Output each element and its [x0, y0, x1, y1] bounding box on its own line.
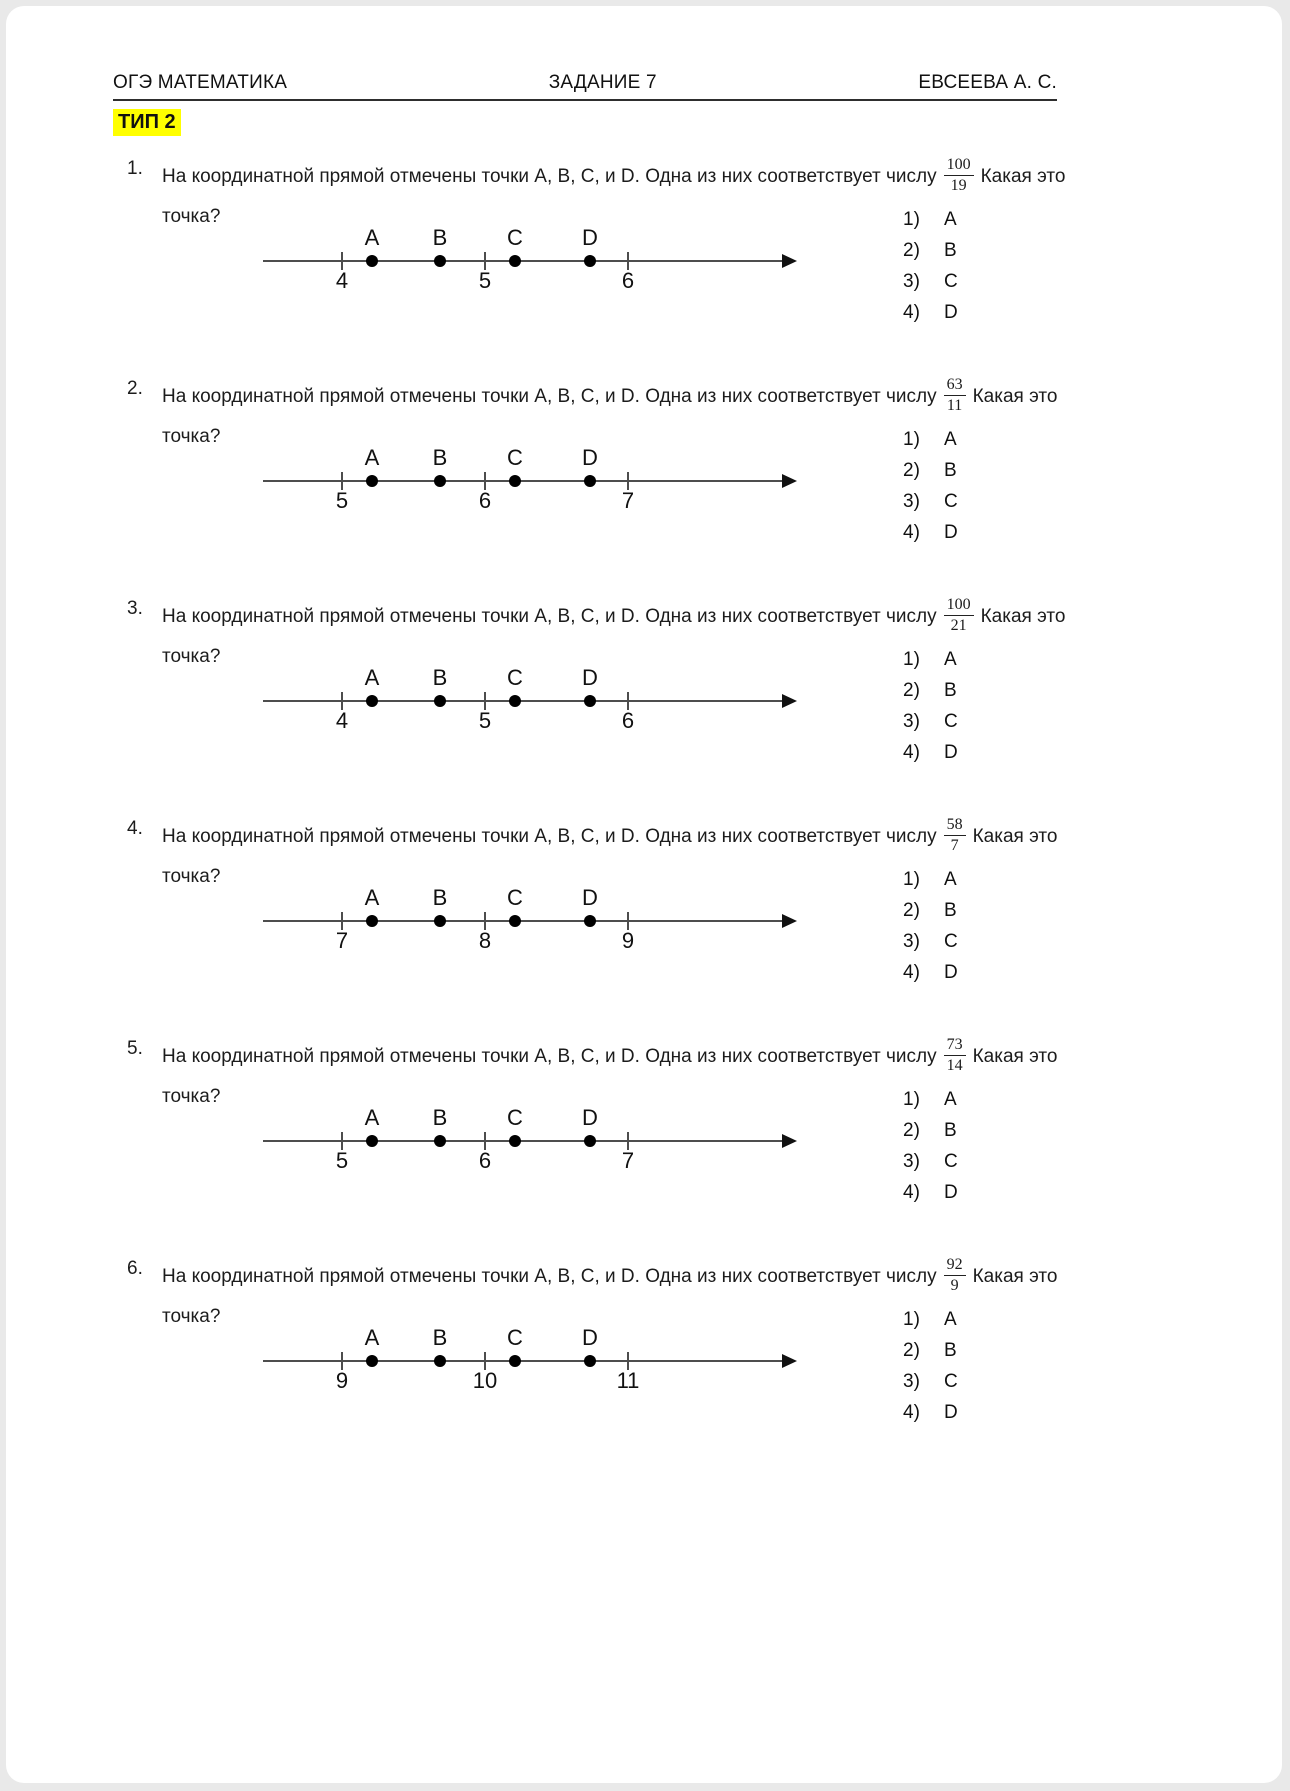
- point-dot: [509, 695, 521, 707]
- option-letter: D: [944, 961, 958, 983]
- number-line: [235, 884, 810, 974]
- question-text-tail: точка?: [162, 1306, 221, 1328]
- option-number: 1): [903, 208, 920, 230]
- fraction-numerator: 73: [944, 1036, 966, 1056]
- option-row: [903, 1397, 958, 1428]
- options-list: [903, 1084, 958, 1208]
- options-list: [903, 424, 958, 548]
- point-label: D: [582, 445, 598, 470]
- question-number: 1.: [127, 158, 143, 179]
- options-list: [903, 644, 958, 768]
- number-line: [235, 1104, 810, 1194]
- header-task: ЗАДАНИЕ 7: [548, 72, 657, 93]
- tick-label: 6: [621, 708, 635, 733]
- option-number: 3): [903, 270, 920, 292]
- option-letter: B: [944, 679, 957, 701]
- fraction-denominator: 7: [950, 836, 959, 854]
- point-dot: [366, 1135, 378, 1147]
- fraction: [944, 816, 966, 854]
- question-text-after: Какая это: [972, 386, 1058, 408]
- option-letter: B: [944, 239, 957, 261]
- option-letter: B: [944, 1119, 957, 1141]
- tick-label: 6: [478, 1148, 492, 1173]
- point-label: B: [432, 445, 448, 470]
- option-number: 2): [903, 239, 920, 261]
- option-letter: D: [944, 521, 958, 543]
- question-text-before: На координатной прямой отмечены точки A, B, C, и D. Одна из них соответствует числу: [162, 606, 937, 628]
- option-letter: A: [944, 428, 957, 450]
- option-row: [903, 1304, 958, 1335]
- option-number: 3): [903, 930, 920, 952]
- question-text-tail: точка?: [162, 426, 221, 448]
- arrow-right-icon: [782, 1354, 797, 1368]
- point-label: C: [507, 1325, 523, 1350]
- option-letter: C: [944, 1150, 958, 1172]
- option-number: 2): [903, 1339, 920, 1361]
- question-text-before: На координатной прямой отмечены точки A, B, C, и D. Одна из них соответствует числу: [162, 1266, 937, 1288]
- option-letter: C: [944, 270, 958, 292]
- question-number: 2.: [127, 378, 143, 399]
- fraction: [944, 1036, 966, 1074]
- question-text-before: На координатной прямой отмечены точки A, B, C, и D. Одна из них соответствует числу: [162, 1046, 937, 1068]
- tick-label: 5: [478, 268, 492, 293]
- fraction-denominator: 19: [950, 176, 967, 194]
- fraction-denominator: 11: [946, 396, 963, 414]
- question-text-before: На координатной прямой отмечены точки A, B, C, и D. Одна из них соответствует числу: [162, 826, 937, 848]
- question-block: [6, 372, 1282, 592]
- point-dot: [584, 915, 596, 927]
- tick-label: 7: [621, 488, 635, 513]
- option-row: [903, 517, 958, 548]
- option-number: 4): [903, 301, 920, 323]
- question-text-after: Какая это: [972, 1266, 1058, 1288]
- point-dot: [509, 475, 521, 487]
- option-number: 1): [903, 868, 920, 890]
- point-dot: [434, 695, 446, 707]
- fraction: [944, 596, 974, 634]
- option-letter: C: [944, 710, 958, 732]
- option-number: 4): [903, 1181, 920, 1203]
- option-row: [903, 1366, 958, 1397]
- point-dot: [366, 695, 378, 707]
- question-block: [6, 1252, 1282, 1472]
- option-letter: B: [944, 459, 957, 481]
- tick-label: 7: [335, 928, 349, 953]
- point-label: D: [582, 1105, 598, 1130]
- tick-label: 6: [621, 268, 635, 293]
- point-label: B: [432, 1325, 448, 1350]
- point-label: A: [364, 665, 380, 690]
- point-dot: [509, 1355, 521, 1367]
- tick-label: 11: [616, 1368, 640, 1393]
- question-text-tail: точка?: [162, 866, 221, 888]
- option-number: 4): [903, 741, 920, 763]
- point-dot: [366, 475, 378, 487]
- point-label: D: [582, 225, 598, 250]
- option-number: 2): [903, 679, 920, 701]
- option-row: [903, 1177, 958, 1208]
- point-label: B: [432, 665, 448, 690]
- tick-label: 9: [335, 1368, 349, 1393]
- option-letter: A: [944, 1088, 957, 1110]
- point-dot: [434, 915, 446, 927]
- options-list: [903, 864, 958, 988]
- option-row: [903, 737, 958, 768]
- question-text-after: Какая это: [980, 606, 1066, 628]
- option-row: [903, 644, 958, 675]
- question-block: [6, 812, 1282, 1032]
- option-row: [903, 486, 958, 517]
- point-label: D: [582, 1325, 598, 1350]
- point-dot: [584, 475, 596, 487]
- option-row: [903, 455, 958, 486]
- option-letter: D: [944, 1181, 958, 1203]
- option-number: 4): [903, 961, 920, 983]
- question-text-after: Какая это: [972, 1046, 1058, 1068]
- number-line: [235, 664, 810, 754]
- option-letter: A: [944, 208, 957, 230]
- tick-label: 5: [478, 708, 492, 733]
- fraction-numerator: 100: [944, 596, 974, 616]
- option-number: 2): [903, 1119, 920, 1141]
- point-dot: [509, 1135, 521, 1147]
- option-letter: C: [944, 930, 958, 952]
- point-dot: [584, 695, 596, 707]
- question-text-before: На координатной прямой отмечены точки A, B, C, и D. Одна из них соответствует числу: [162, 166, 937, 188]
- fraction-denominator: 9: [950, 1276, 959, 1294]
- tick-label: 9: [621, 928, 635, 953]
- option-number: 1): [903, 648, 920, 670]
- point-label: C: [507, 885, 523, 910]
- option-row: [903, 266, 958, 297]
- point-label: A: [364, 445, 380, 470]
- question-block: [6, 592, 1282, 812]
- tick-label: 5: [335, 1148, 349, 1173]
- point-dot: [434, 1355, 446, 1367]
- option-row: [903, 1115, 958, 1146]
- question-text-tail: точка?: [162, 646, 221, 668]
- point-dot: [584, 255, 596, 267]
- fraction: [944, 1256, 966, 1294]
- option-letter: D: [944, 1401, 958, 1423]
- fraction-denominator: 21: [950, 616, 967, 634]
- point-label: B: [432, 225, 448, 250]
- option-letter: B: [944, 1339, 957, 1361]
- option-letter: A: [944, 648, 957, 670]
- type-badge: ТИП 2: [113, 109, 181, 136]
- option-row: [903, 424, 958, 455]
- question-text-before: На координатной прямой отмечены точки A, B, C, и D. Одна из них соответствует числу: [162, 386, 937, 408]
- arrow-right-icon: [782, 254, 797, 268]
- question-number: 5.: [127, 1038, 143, 1059]
- fraction: [944, 156, 974, 194]
- option-letter: B: [944, 899, 957, 921]
- point-label: A: [364, 885, 380, 910]
- questions-list: [6, 152, 1282, 1472]
- point-label: B: [432, 885, 448, 910]
- question-text-tail: точка?: [162, 1086, 221, 1108]
- point-label: A: [364, 1325, 380, 1350]
- option-letter: D: [944, 741, 958, 763]
- point-dot: [434, 475, 446, 487]
- point-dot: [509, 915, 521, 927]
- tick-label: 8: [478, 928, 492, 953]
- option-letter: C: [944, 490, 958, 512]
- page-header: [113, 72, 1057, 101]
- option-number: 1): [903, 428, 920, 450]
- option-letter: A: [944, 868, 957, 890]
- option-number: 3): [903, 710, 920, 732]
- question-block: [6, 1032, 1282, 1252]
- option-row: [903, 957, 958, 988]
- point-label: C: [507, 1105, 523, 1130]
- point-dot: [584, 1135, 596, 1147]
- point-dot: [366, 1355, 378, 1367]
- tick-label: 4: [335, 708, 349, 733]
- option-row: [903, 864, 958, 895]
- option-letter: D: [944, 301, 958, 323]
- point-label: A: [364, 225, 380, 250]
- options-list: [903, 204, 958, 328]
- option-number: 1): [903, 1088, 920, 1110]
- option-row: [903, 675, 958, 706]
- option-row: [903, 235, 958, 266]
- option-row: [903, 1084, 958, 1115]
- question-block: [6, 152, 1282, 372]
- question-number: 6.: [127, 1258, 143, 1279]
- fraction: [944, 376, 966, 414]
- option-row: [903, 297, 958, 328]
- worksheet-page: [6, 6, 1282, 1783]
- point-label: B: [432, 1105, 448, 1130]
- option-number: 2): [903, 459, 920, 481]
- tick-label: 4: [335, 268, 349, 293]
- option-number: 3): [903, 1370, 920, 1392]
- fraction-numerator: 58: [944, 816, 966, 836]
- arrow-right-icon: [782, 474, 797, 488]
- question-text-after: Какая это: [972, 826, 1058, 848]
- tick-label: 7: [621, 1148, 635, 1173]
- option-number: 3): [903, 490, 920, 512]
- tick-label: 6: [478, 488, 492, 513]
- number-line: [235, 224, 810, 314]
- point-dot: [366, 915, 378, 927]
- option-row: [903, 926, 958, 957]
- point-label: C: [507, 445, 523, 470]
- question-number: 4.: [127, 818, 143, 839]
- options-list: [903, 1304, 958, 1428]
- fraction-numerator: 100: [944, 156, 974, 176]
- point-dot: [509, 255, 521, 267]
- tick-label: 5: [335, 488, 349, 513]
- option-row: [903, 1146, 958, 1177]
- point-dot: [584, 1355, 596, 1367]
- arrow-right-icon: [782, 1134, 797, 1148]
- option-number: 4): [903, 1401, 920, 1423]
- number-line: [235, 444, 810, 534]
- option-letter: C: [944, 1370, 958, 1392]
- option-number: 4): [903, 521, 920, 543]
- point-label: C: [507, 225, 523, 250]
- point-label: D: [582, 665, 598, 690]
- point-dot: [366, 255, 378, 267]
- point-dot: [434, 1135, 446, 1147]
- arrow-right-icon: [782, 914, 797, 928]
- point-dot: [434, 255, 446, 267]
- question-number: 3.: [127, 598, 143, 619]
- fraction-denominator: 14: [946, 1056, 963, 1074]
- header-author: ЕВСЕЕВА А. С.: [918, 72, 1057, 93]
- option-row: [903, 1335, 958, 1366]
- option-number: 3): [903, 1150, 920, 1172]
- point-label: C: [507, 665, 523, 690]
- option-letter: A: [944, 1308, 957, 1330]
- option-number: 1): [903, 1308, 920, 1330]
- fraction-numerator: 63: [944, 376, 966, 396]
- number-line: [235, 1324, 810, 1414]
- option-row: [903, 706, 958, 737]
- arrow-right-icon: [782, 694, 797, 708]
- question-text-tail: точка?: [162, 206, 221, 228]
- point-label: A: [364, 1105, 380, 1130]
- option-row: [903, 204, 958, 235]
- point-label: D: [582, 885, 598, 910]
- option-row: [903, 895, 958, 926]
- option-number: 2): [903, 899, 920, 921]
- question-text-after: Какая это: [980, 166, 1066, 188]
- header-subject: ОГЭ МАТЕМАТИКА: [113, 72, 288, 93]
- fraction-numerator: 92: [944, 1256, 966, 1276]
- tick-label: 10: [472, 1368, 498, 1393]
